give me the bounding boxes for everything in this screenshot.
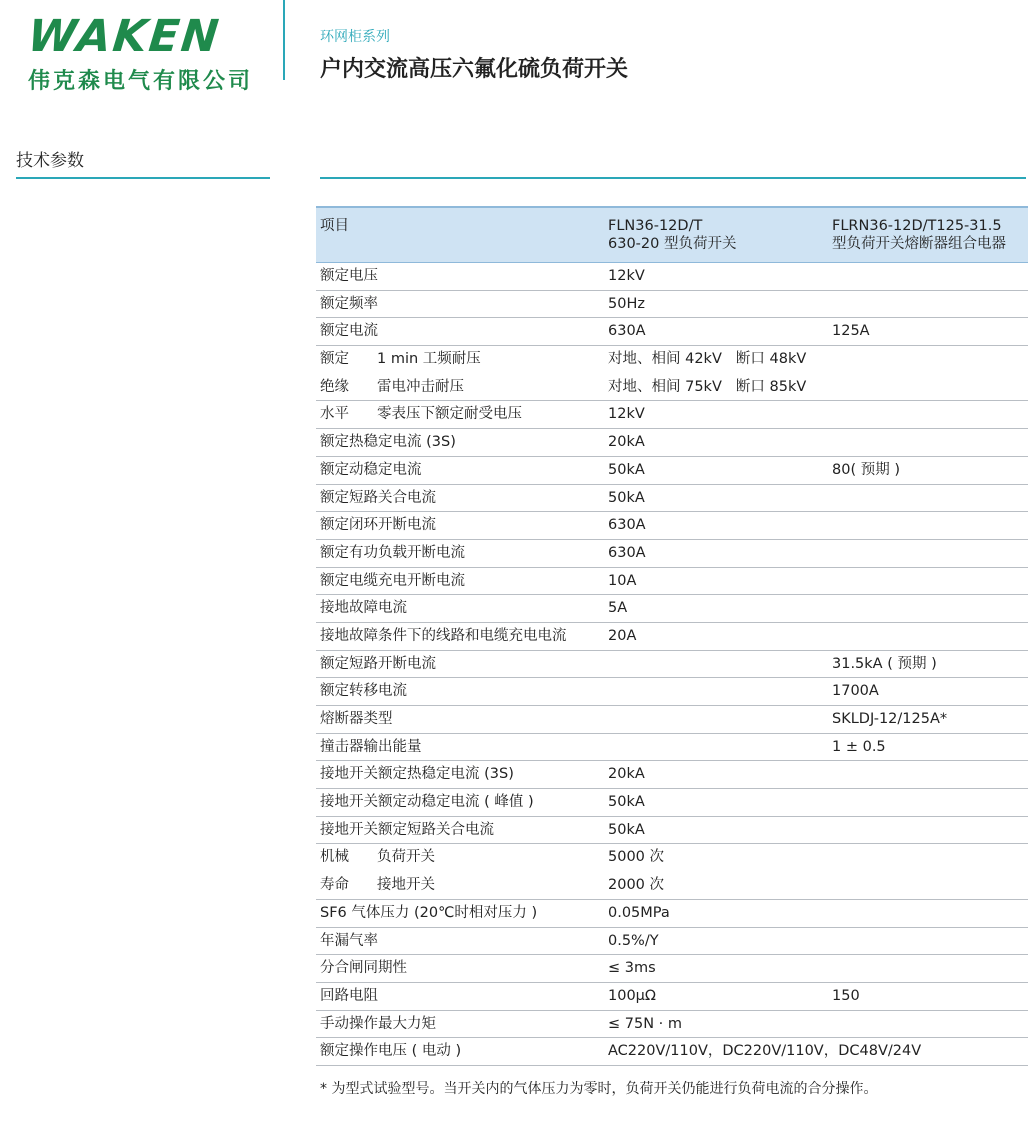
value-load-switch: 50kA <box>608 489 645 506</box>
value-combination <box>832 761 1028 788</box>
value-load-switch: 630A <box>608 544 646 561</box>
value-combination <box>832 1011 1028 1038</box>
param-group: 绝缘 <box>320 378 349 395</box>
company-logo <box>25 11 258 95</box>
value-load-switch: 100μΩ <box>608 987 656 1004</box>
table-row <box>316 761 1028 789</box>
value-combination: 1 ± 0.5 <box>832 738 886 755</box>
value-load-switch: AC220V/110V，DC220V/110V，DC48V/24V <box>608 1043 922 1060</box>
table-row <box>316 955 1028 983</box>
value-load-switch: 20kA <box>608 766 645 783</box>
param-name: 年漏气率 <box>320 932 378 949</box>
param-name <box>316 346 608 374</box>
value-combination <box>832 595 1028 622</box>
value-combination <box>832 789 1028 816</box>
table-row <box>316 623 1028 651</box>
value-combination <box>832 401 1028 428</box>
table-row <box>316 401 1028 429</box>
section-rule-left <box>16 177 270 179</box>
param-group: 额定 <box>320 351 349 368</box>
param-name: 额定动稳定电流 <box>320 461 422 478</box>
series-label: 环网柜系列 <box>320 29 390 45</box>
param-name: 分合闸同期性 <box>320 960 407 977</box>
value-combination <box>832 485 1028 512</box>
param-name: 额定电缆充电开断电流 <box>320 572 465 589</box>
param-group: 机械 <box>320 849 349 866</box>
value-load-switch <box>608 734 832 761</box>
param-name <box>316 844 608 872</box>
param-name: 熔断器类型 <box>320 711 393 727</box>
value-combination <box>832 512 1028 539</box>
param-name: 额定转移电流 <box>320 683 407 700</box>
value-combination <box>832 568 1028 595</box>
value-combination <box>832 928 1028 955</box>
table-row <box>316 983 1028 1011</box>
param-name: 撞击器输出能量 <box>320 738 422 755</box>
value-load-switch <box>608 651 832 678</box>
value-load-switch: 630A <box>608 517 646 534</box>
table-row <box>316 512 1028 540</box>
table-row <box>316 568 1028 596</box>
param-name: 额定有功负载开断电流 <box>320 544 465 561</box>
param-sub-label: 负荷开关 <box>377 849 435 866</box>
param-name: 额定操作电压 ( 电动 ) <box>320 1043 462 1060</box>
value-combination: 80( 预期 ) <box>832 461 900 478</box>
header-model-2-line1: FLRN36-12D/T125-31.5 <box>832 218 1002 234</box>
value-load-switch: 10A <box>608 572 637 589</box>
value-combination <box>832 540 1028 567</box>
footnote: * 为型式试验型号。当开关内的气体压力为零时，负荷开关仍能进行负荷电流的合分操作。 <box>320 1081 878 1097</box>
param-sub-label: 1 min 工频耐压 <box>377 351 481 368</box>
param-name: 接地开关额定热稳定电流 (3S) <box>320 766 514 783</box>
section-rule-right <box>320 177 1026 179</box>
table-row <box>316 540 1028 568</box>
param-name: 额定电流 <box>320 323 378 340</box>
value-break: 断口 48kV <box>735 351 807 368</box>
table-row <box>316 900 1028 928</box>
table-row <box>316 817 1028 845</box>
header-model-2-line2: 型负荷开关熔断器组合电器 <box>832 236 1006 252</box>
param-name: 额定电压 <box>320 268 378 284</box>
value-load-switch <box>608 678 832 705</box>
param-name: SF6 气体压力 (20℃时相对压力 ) <box>320 904 538 921</box>
header-model-1 <box>608 208 832 262</box>
table-row <box>316 457 1028 485</box>
value-break: 断口 85kV <box>735 378 807 395</box>
value-load-switch: 50kA <box>608 794 645 811</box>
spec-table <box>316 206 1028 1066</box>
param-name: 接地开关额定动稳定电流 ( 峰值 ) <box>320 794 534 811</box>
table-header <box>316 206 1028 263</box>
value-load-switch: 5000 次 <box>608 849 665 866</box>
value-phase: 对地、相间 75kV <box>608 378 722 395</box>
value-load-switch: 20kA <box>608 434 645 451</box>
logo-company-name: 伟克森电气有限公司 <box>28 68 254 94</box>
param-name: 接地故障条件下的线路和电缆充电电流 <box>320 627 567 644</box>
value-phase: 对地、相间 42kV <box>608 351 722 368</box>
param-name: 手动操作最大力矩 <box>320 1015 436 1032</box>
table-row <box>316 429 1028 457</box>
header-item: 项目 <box>320 218 349 234</box>
table-row <box>316 263 1028 291</box>
value-combination <box>832 291 1028 318</box>
table-row <box>316 789 1028 817</box>
table-row <box>316 291 1028 319</box>
table-row <box>316 374 1028 402</box>
table-row <box>316 872 1028 900</box>
value-combination <box>832 900 1028 927</box>
header-divider <box>283 0 285 80</box>
table-row <box>316 595 1028 623</box>
param-sub-label: 零表压下额定耐受电压 <box>377 406 522 423</box>
value-load-switch: ≤ 75N · m <box>608 1015 683 1032</box>
param-name: 额定热稳定电流 (3S) <box>320 434 456 451</box>
page-title: 户内交流高压六氟化硫负荷开关 <box>320 57 629 82</box>
table-row <box>316 346 1028 374</box>
table-body <box>316 263 1028 1066</box>
value-load-switch: 5A <box>608 600 628 617</box>
param-value-combined <box>608 346 1028 374</box>
value-combination: 1700A <box>832 683 879 700</box>
param-name: 额定频率 <box>320 295 378 312</box>
table-row <box>316 734 1028 762</box>
value-combination: 125A <box>832 323 870 340</box>
param-name: 回路电阻 <box>320 987 378 1004</box>
value-load-switch: 50Hz <box>608 295 645 312</box>
value-combination: SKLDJ-12/125A* <box>832 711 948 727</box>
param-sub-label: 雷电冲击耐压 <box>377 378 464 395</box>
param-name <box>316 872 608 899</box>
value-load-switch: 12kV <box>608 268 645 284</box>
table-row <box>316 485 1028 513</box>
value-combination <box>832 1038 1028 1065</box>
value-load-switch: 50kA <box>608 821 645 838</box>
param-name <box>316 374 608 401</box>
table-row <box>316 318 1028 346</box>
header-model-2 <box>832 208 1028 262</box>
section-title: 技术参数 <box>16 151 84 171</box>
value-load-switch: 20A <box>608 627 637 644</box>
table-row <box>316 1038 1028 1066</box>
value-load-switch: 630A <box>608 323 646 340</box>
param-name: 额定短路开断电流 <box>320 655 436 672</box>
param-group: 水平 <box>320 406 349 423</box>
value-combination <box>832 844 1028 872</box>
value-combination <box>832 263 1028 290</box>
logo-wordmark: WAKEN <box>25 11 223 62</box>
param-value-combined <box>608 374 1028 401</box>
table-row <box>316 928 1028 956</box>
table-row <box>316 844 1028 872</box>
value-combination <box>832 955 1028 982</box>
value-load-switch: 50kA <box>608 461 645 478</box>
table-row <box>316 1011 1028 1039</box>
value-combination: 150 <box>832 987 860 1004</box>
value-load-switch: 12kV <box>608 406 645 423</box>
param-group: 寿命 <box>320 877 349 894</box>
param-name: 额定闭环开断电流 <box>320 517 436 534</box>
param-name: 接地开关额定短路关合电流 <box>320 821 494 838</box>
value-combination <box>832 817 1028 844</box>
value-load-switch: 2000 次 <box>608 877 665 894</box>
param-name: 接地故障电流 <box>320 600 407 617</box>
table-row <box>316 651 1028 679</box>
value-combination: 31.5kA ( 预期 ) <box>832 655 937 672</box>
table-row <box>316 706 1028 734</box>
value-combination <box>832 623 1028 650</box>
header-model-1-line2: 630-20 型负荷开关 <box>608 236 737 252</box>
param-name: 额定短路关合电流 <box>320 489 436 506</box>
value-load-switch: 0.05MPa <box>608 904 670 921</box>
value-load-switch: 0.5%/Y <box>608 932 659 949</box>
table-row <box>316 678 1028 706</box>
value-load-switch: ≤ 3ms <box>608 960 656 977</box>
param-name <box>316 401 608 428</box>
header-model-1-line1: FLN36-12D/T <box>608 218 703 234</box>
value-load-switch <box>608 706 832 733</box>
value-combination <box>832 429 1028 456</box>
param-sub-label: 接地开关 <box>377 877 435 894</box>
value-combination <box>832 872 1028 899</box>
